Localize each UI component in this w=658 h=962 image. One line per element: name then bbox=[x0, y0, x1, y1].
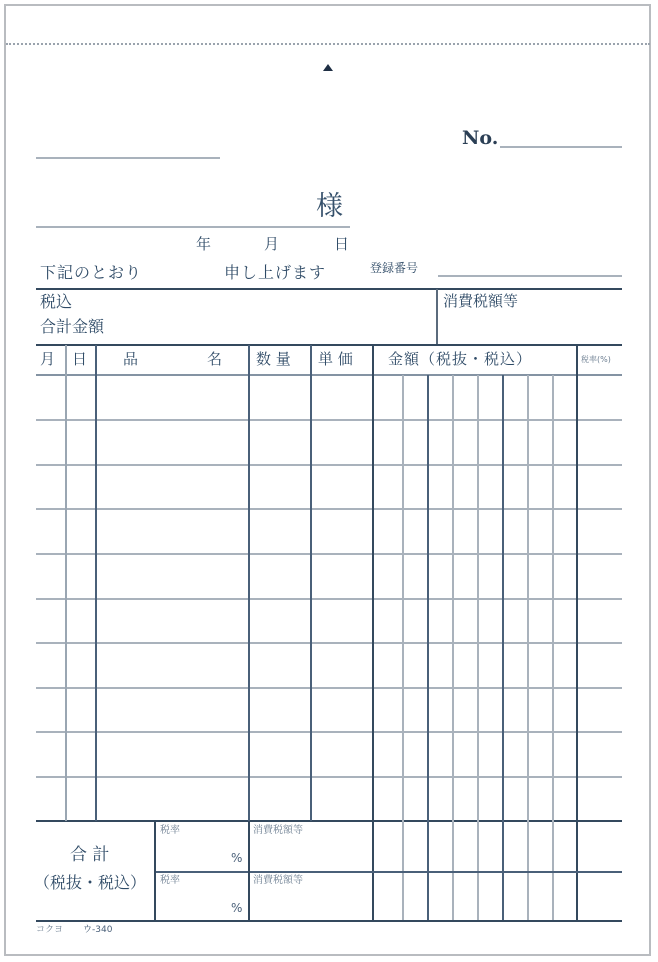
totals-tax-rate-field-1[interactable] bbox=[156, 838, 228, 870]
table-row[interactable] bbox=[37, 555, 621, 597]
footer-model: ウ-340 bbox=[83, 925, 113, 935]
rule-totals-bottom bbox=[36, 920, 622, 922]
totals-tax-rate-field-2[interactable] bbox=[156, 888, 228, 919]
table-row[interactable] bbox=[37, 510, 621, 552]
greeting-left: 下記のとおり bbox=[40, 263, 143, 282]
totals-amount-field-1[interactable] bbox=[374, 823, 576, 870]
footer-brand: コクヨ bbox=[36, 925, 64, 935]
rule-body-bottom bbox=[36, 820, 622, 822]
totals-amount-field-2[interactable] bbox=[374, 873, 576, 919]
tear-here-triangle-icon bbox=[323, 64, 333, 71]
rule-header-bottom bbox=[36, 374, 622, 376]
rule-header-top bbox=[36, 344, 622, 346]
consumption-tax-label: 消費税額等 bbox=[443, 292, 519, 310]
rule-total-divider bbox=[436, 289, 438, 344]
total-amount-field[interactable] bbox=[38, 290, 434, 342]
header-month: 月 bbox=[40, 350, 56, 368]
table-row[interactable] bbox=[37, 377, 621, 419]
table-row[interactable] bbox=[37, 421, 621, 463]
date-day-label: 日 bbox=[334, 235, 350, 253]
totals-tax-rate-label-1: 税率 bbox=[160, 825, 180, 836]
table-row[interactable] bbox=[37, 644, 621, 686]
totals-label-line2: （税抜・税込） bbox=[34, 873, 147, 892]
consumption-tax-field[interactable] bbox=[439, 312, 621, 342]
honorific-sama: 様 bbox=[316, 191, 343, 222]
registration-number-label: 登録番号 bbox=[370, 261, 419, 275]
date-year-label: 年 bbox=[196, 235, 212, 253]
table-row[interactable] bbox=[37, 778, 621, 820]
addressee-line-1[interactable] bbox=[36, 157, 220, 159]
table-row[interactable] bbox=[37, 733, 621, 775]
totals-percent-sign-1: % bbox=[231, 851, 243, 865]
header-tax-rate: 税率(%) bbox=[581, 355, 611, 364]
totals-consumption-tax-label-2: 消費税額等 bbox=[253, 875, 303, 886]
totals-percent-sign-2: % bbox=[231, 901, 243, 915]
totals-consumption-tax-field-1[interactable] bbox=[250, 838, 371, 870]
perforation-line bbox=[6, 43, 650, 45]
totals-label-line1: 合 計 bbox=[70, 845, 110, 865]
header-unit-price: 単 価 bbox=[318, 350, 353, 368]
date-month-label: 月 bbox=[264, 235, 280, 253]
table-row[interactable] bbox=[37, 600, 621, 642]
header-amount: 金額（税抜・税込） bbox=[388, 350, 533, 368]
addressee-field[interactable] bbox=[36, 226, 350, 228]
header-item-name-2: 名 bbox=[207, 350, 223, 368]
total-label-line2: 合計金額 bbox=[40, 317, 105, 336]
table-row[interactable] bbox=[37, 689, 621, 731]
header-day: 日 bbox=[72, 350, 88, 368]
number-label: No. bbox=[462, 127, 499, 149]
totals-consumption-tax-field-2[interactable] bbox=[250, 888, 371, 919]
totals-consumption-tax-label-1: 消費税額等 bbox=[253, 825, 303, 836]
table-row[interactable] bbox=[37, 466, 621, 508]
registration-number-field[interactable] bbox=[438, 275, 622, 277]
totals-tax-rate-label-2: 税率 bbox=[160, 875, 180, 886]
header-quantity: 数 量 bbox=[256, 350, 291, 368]
number-field[interactable] bbox=[500, 146, 622, 148]
total-label-line1: 税込 bbox=[40, 292, 73, 311]
greeting-right: 申し上げます bbox=[224, 263, 327, 282]
header-item-name-1: 品 bbox=[123, 350, 139, 368]
